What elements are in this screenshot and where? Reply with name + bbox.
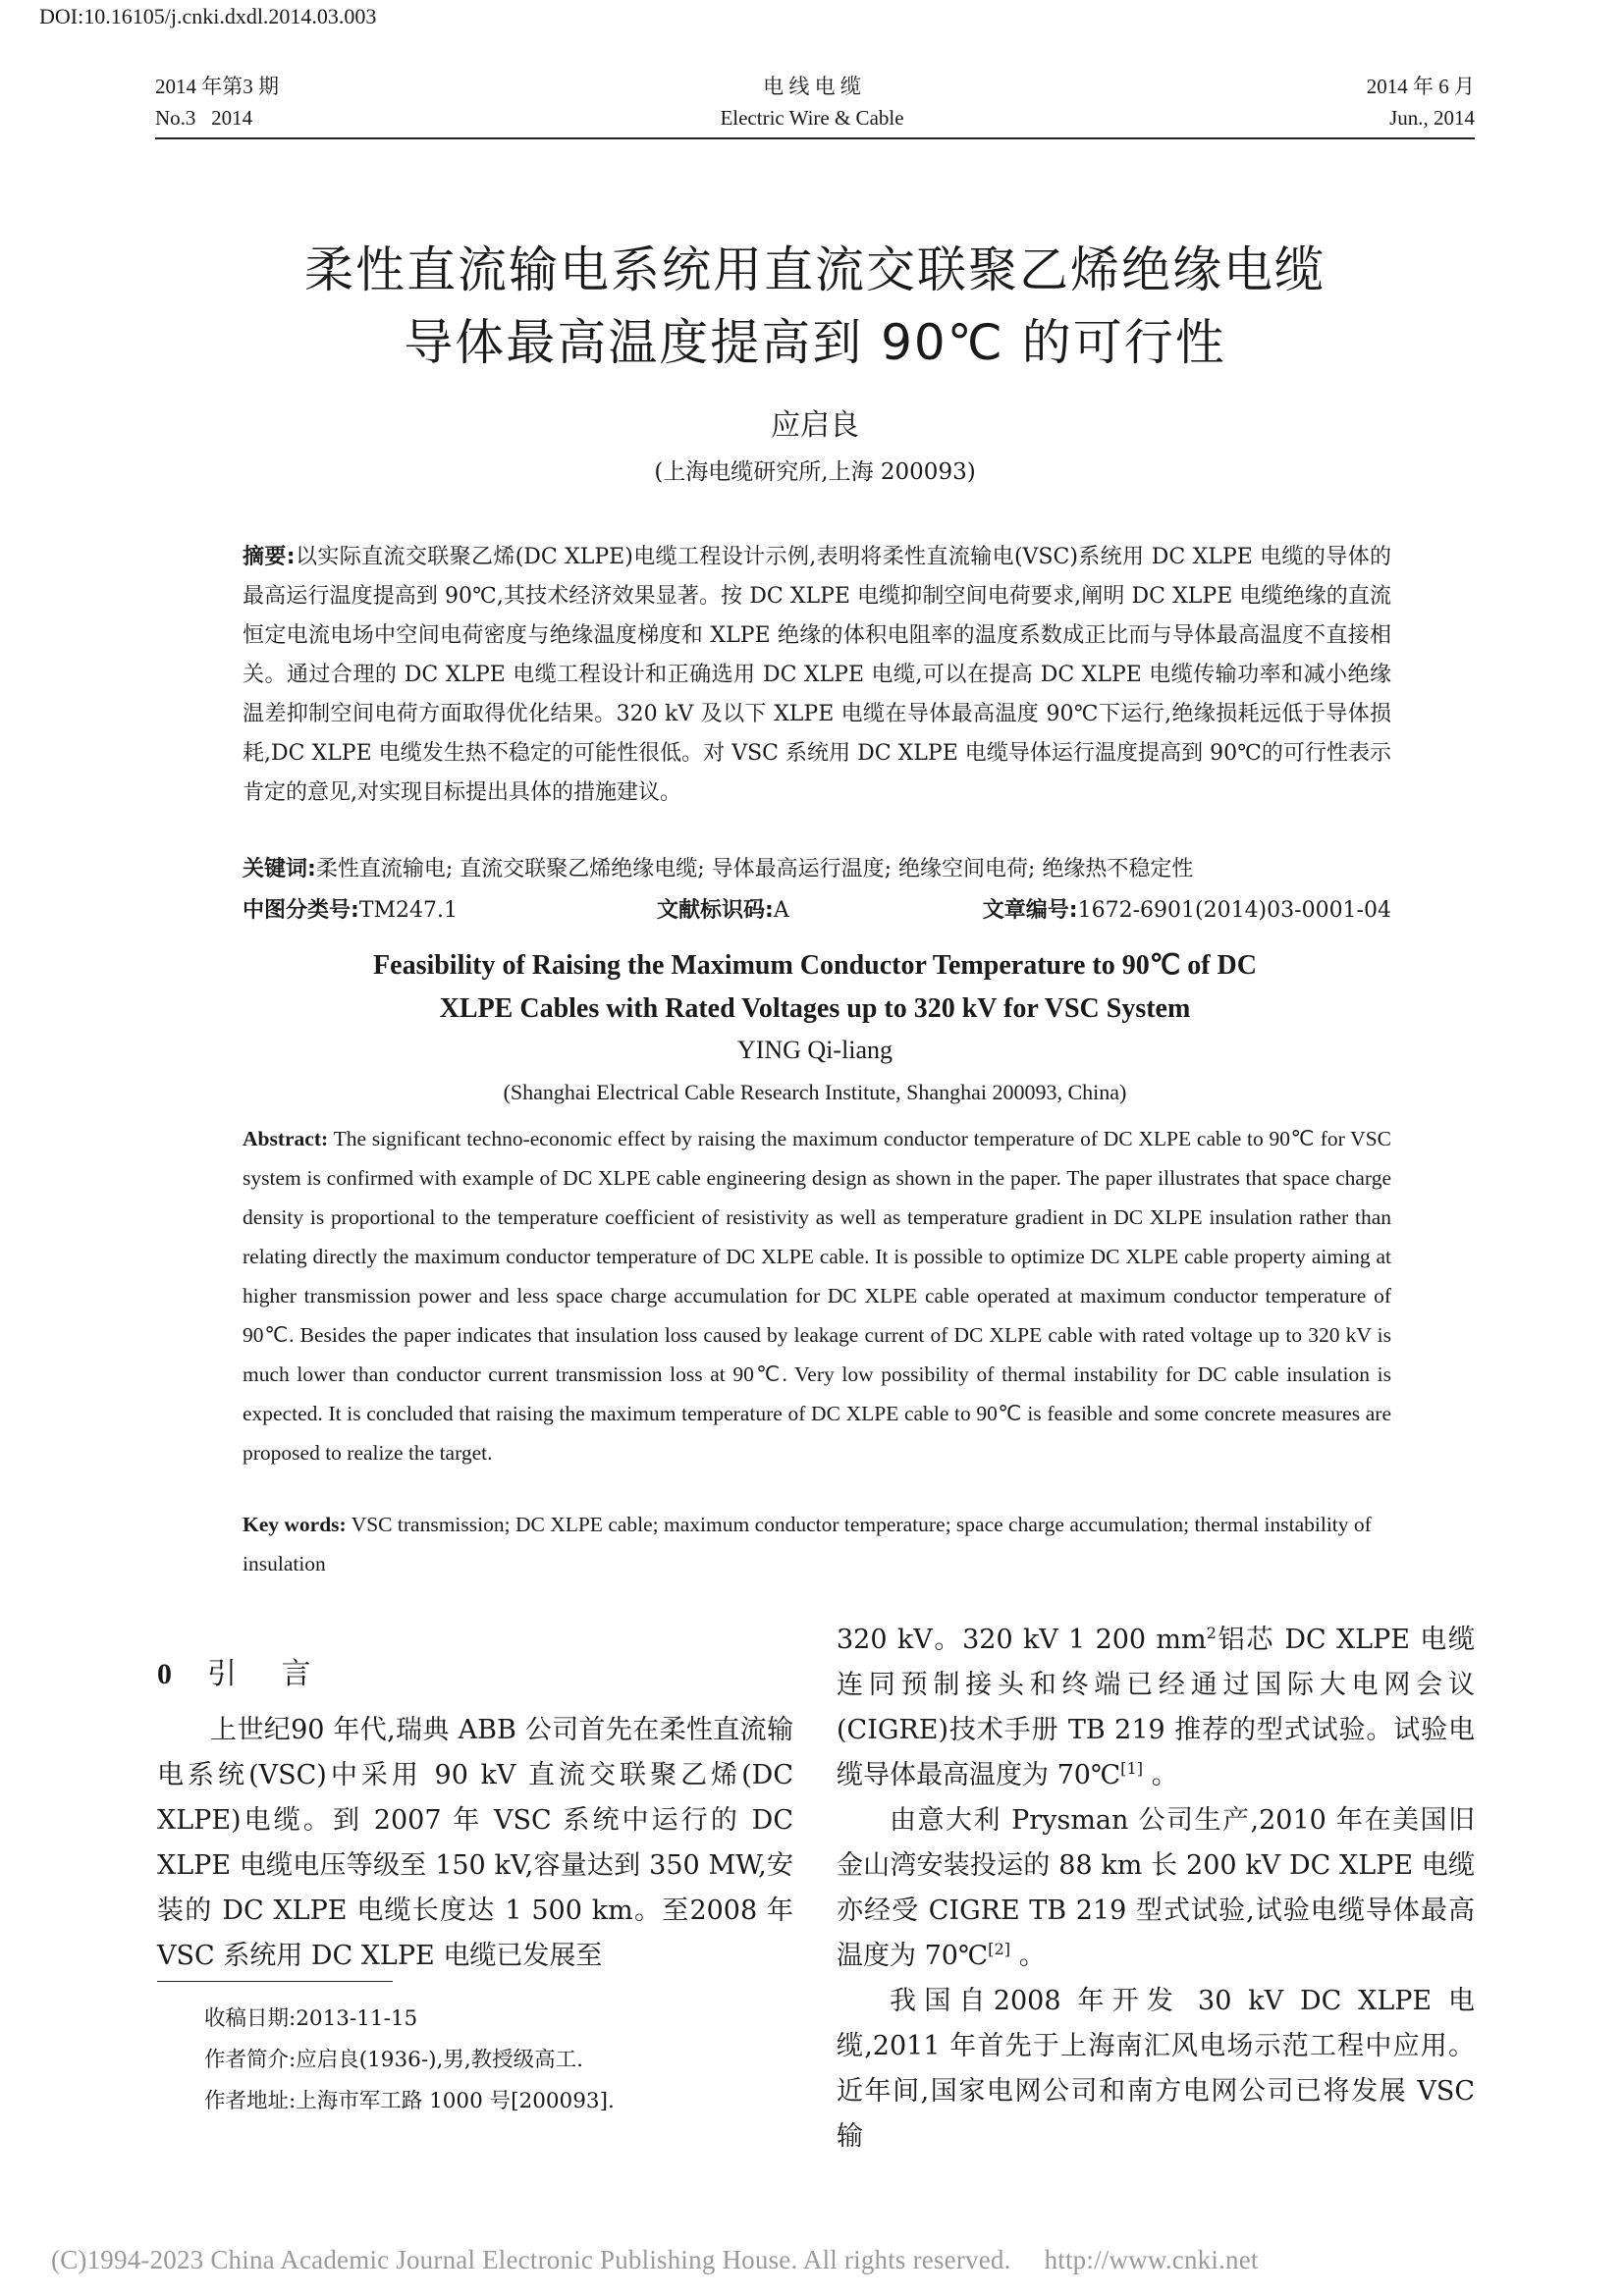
header-issue-cn: 2014 年第3 期 [155,75,279,98]
cnki-link[interactable]: http://www.cnki.net [1044,2245,1259,2274]
footnote-address: 作者地址:上海市军工路 1000 号[200093]. [204,2089,615,2113]
intro-right-column [837,1618,1475,2160]
unit-superscript: 2 [1206,1624,1217,1642]
abstract-cn-text: 以实际直流交联聚乙烯(DC XLPE)电缆工程设计示例,表明将柔性直流输电(VSC)系统用 DC XLPE 电缆的导体的最高运行温度提高到 90℃,其技术经济效果显著。按 DC XLPE 电缆抑制空间电荷要求,阐明 DC XLPE 电缆绝缘的直流恒定电流电场中空间电荷密度与绝缘温度梯度和 XLPE 绝缘的体积电阻率的温度系数成正比而与导体最高温度不直接相关。通过合理的 DC XLPE 电缆工程设计和正确选用 DC XLPE 电缆,可以在提高 DC XLPE 电缆传输功率和减小绝缘温差抑制空间电荷方面取得优化结果。320 kV 及以下 XLPE 电缆在导体最高温度 90℃下运行,绝缘损耗远低于导体损耗,DC XLPE 电缆发生热不稳定的可能性很低。对 VSC 系统用 DC XLPE 电缆导体运行温度提高到 90℃的可行性表示肯定的意见,对实现目标提出具体的措施建议。 [243,545,1391,805]
title-cn [157,234,1473,379]
abstract-cn-label: 摘要: [243,545,296,569]
classification-row [243,893,1391,924]
citation-ref-1[interactable]: [1] [1120,1759,1144,1778]
affiliation-cn: (上海电缆研究所,上海 200093) [654,459,976,485]
clc-value: TM247.1 [358,898,458,923]
header-issue [155,71,279,133]
keywords-cn-label: 关键词: [243,857,316,881]
section-heading [157,1649,329,1692]
intro-left-column [157,1708,793,1979]
header-journal-cn: 电 线 电 缆 [763,75,861,98]
article-number-label: 文章编号: [982,898,1078,923]
doi-label: DOI:10.16105/j.cnki.dxdl.2014.03.003 [39,4,377,28]
title-en-line2: XLPE Cables with Rated Voltages up to 320 kV for VSC System [439,993,1191,1024]
title-cn-line2: 导体最高温度提高到 90℃ 的可行性 [404,314,1226,371]
copyright-text: (C)1994-2023 China Academic Journal Electronic Publishing House. All rights reserved. [51,2245,1011,2274]
intro-p1-end: 。 [1151,1760,1178,1790]
intro-p2-end: 。 [1018,1941,1046,1971]
header-rule [155,137,1475,139]
intro-paragraph-3: 我国自2008 年开发 30 kV DC XLPE 电缆,2011 年首先于上海南汇风电场示范工程中应用。近年间,国家电网公司和南方电网公司已将发展 VSC 输 [837,1986,1475,2152]
affiliation-en: (Shanghai Electrical Cable Research Institute, Shanghai 200093, China) [503,1080,1127,1104]
copyright-line [51,2245,1259,2275]
abstract-cn [243,538,1391,813]
intro-paragraph-1-cont [837,1618,1475,1798]
title-cn-line1: 柔性直流输电系统用直流交联聚乙烯绝缘电缆 [304,241,1326,298]
section-title: 引 言 [207,1657,329,1691]
intro-p1-text-b: 铝芯 DC XLPE 电缆连同预制接头和终端已经通过国际大电网会议(CIGRE)技术手册 TB 219 推荐的型式试验。试验电缆导体最高温度为 70℃ [837,1625,1475,1790]
abstract-en-label: Abstract: [243,1127,329,1150]
intro-p1-text-a: 320 kV。320 kV 1 200 mm [837,1625,1207,1655]
keywords-en [243,1505,1391,1583]
footnote-rule [157,1981,393,1982]
author-en: YING Qi-liang [736,1036,893,1064]
title-en-line1: Feasibility of Raising the Maximum Conductor Temperature to 90℃ of DC [373,950,1257,981]
keywords-cn-text: 柔性直流输电; 直流交联聚乙烯绝缘电缆; 导体最高运行温度; 绝缘空间电荷; 绝缘热不稳定性 [315,857,1194,881]
intro-paragraph-2 [837,1798,1475,1979]
intro-paragraph-1: 上世纪90 年代,瑞典 ABB 公司首先在柔性直流输电系统(VSC)中采用 90 kV 直流交联聚乙烯(DC XLPE)电缆。到 2007 年 VSC 系统中运行的 DC XLPE 电缆电压等级至 150 kV,容量达到 350 MW,安装的 DC XLPE 电缆长度达 1 500 km。至2008 年 VSC 系统用 DC XLPE 电缆已发展至 [157,1715,793,1971]
doc-code-label: 文献标识码: [657,898,774,923]
keywords-cn [243,852,1391,882]
header-issue-en: No.3 2014 [155,106,253,130]
title-en [157,944,1473,1031]
section-number: 0 [157,1658,189,1690]
footnote-received: 收稿日期:2013-11-15 [204,2006,418,2031]
keywords-en-label: Key words: [243,1513,347,1536]
author-cn: 应启良 [771,408,859,443]
article-number [983,893,1391,924]
abstract-en-text: The significant techno-economic effect by raising the maximum conductor temperature of DC XLPE cable to 90℃ for VSC system is confirmed with example of DC XLPE cable engineering design as shown in the paper. The paper illustrates that space charge density is proportional to the temperature coefficient of resistivity as well as temperature gradient in DC XLPE insulation rather than relating directly the maximum conductor temperature of DC XLPE cable. It is possible to optimize DC XLPE cable property aiming at higher transmission power and less space charge accumulation for DC XLPE cable operated at maximum conductor temperature of 90℃. Besides the paper indicates that insulation loss caused by leakage current of DC XLPE cable with rated voltage up to 320 kV is much lower than conductor current transmission loss at 90℃. Very low possibility of thermal instability for DC cable insulation is expected. It is concluded that raising the maximum temperature of DC XLPE cable to 90℃ is feasible and some concrete measures are proposed to realize the target. [243,1127,1391,1465]
clc-label: 中图分类号: [243,898,359,923]
abstract-en [243,1119,1391,1472]
article-number-value: 1672-6901(2014)03-0001-04 [1077,898,1391,923]
keywords-en-text: VSC transmission; DC XLPE cable; maximum conductor temperature; space charge accumulation; thermal instability of insulation [243,1513,1372,1575]
citation-ref-2[interactable]: [2] [988,1940,1011,1958]
intro-p2-text: 由意大利 Prysman 公司生产,2010 年在美国旧金山湾安装投运的 88 km 长 200 kV DC XLPE 电缆亦经受 CIGRE TB 219 型式试验,试验电缆导体最高温度为 70℃ [837,1805,1475,1971]
footnote [204,1999,615,2122]
header-date-en: Jun., 2014 [1389,106,1475,130]
header-journal-en: Electric Wire & Cable [720,106,904,130]
doc-code [657,893,789,924]
clc [243,898,458,923]
footnote-bio: 作者简介:应启良(1936-),男,教授级高工. [204,2048,584,2072]
header-date [1367,71,1475,133]
doc-code-value: A [773,898,789,923]
header-date-cn: 2014 年 6 月 [1366,75,1475,98]
header-journal [628,71,996,133]
